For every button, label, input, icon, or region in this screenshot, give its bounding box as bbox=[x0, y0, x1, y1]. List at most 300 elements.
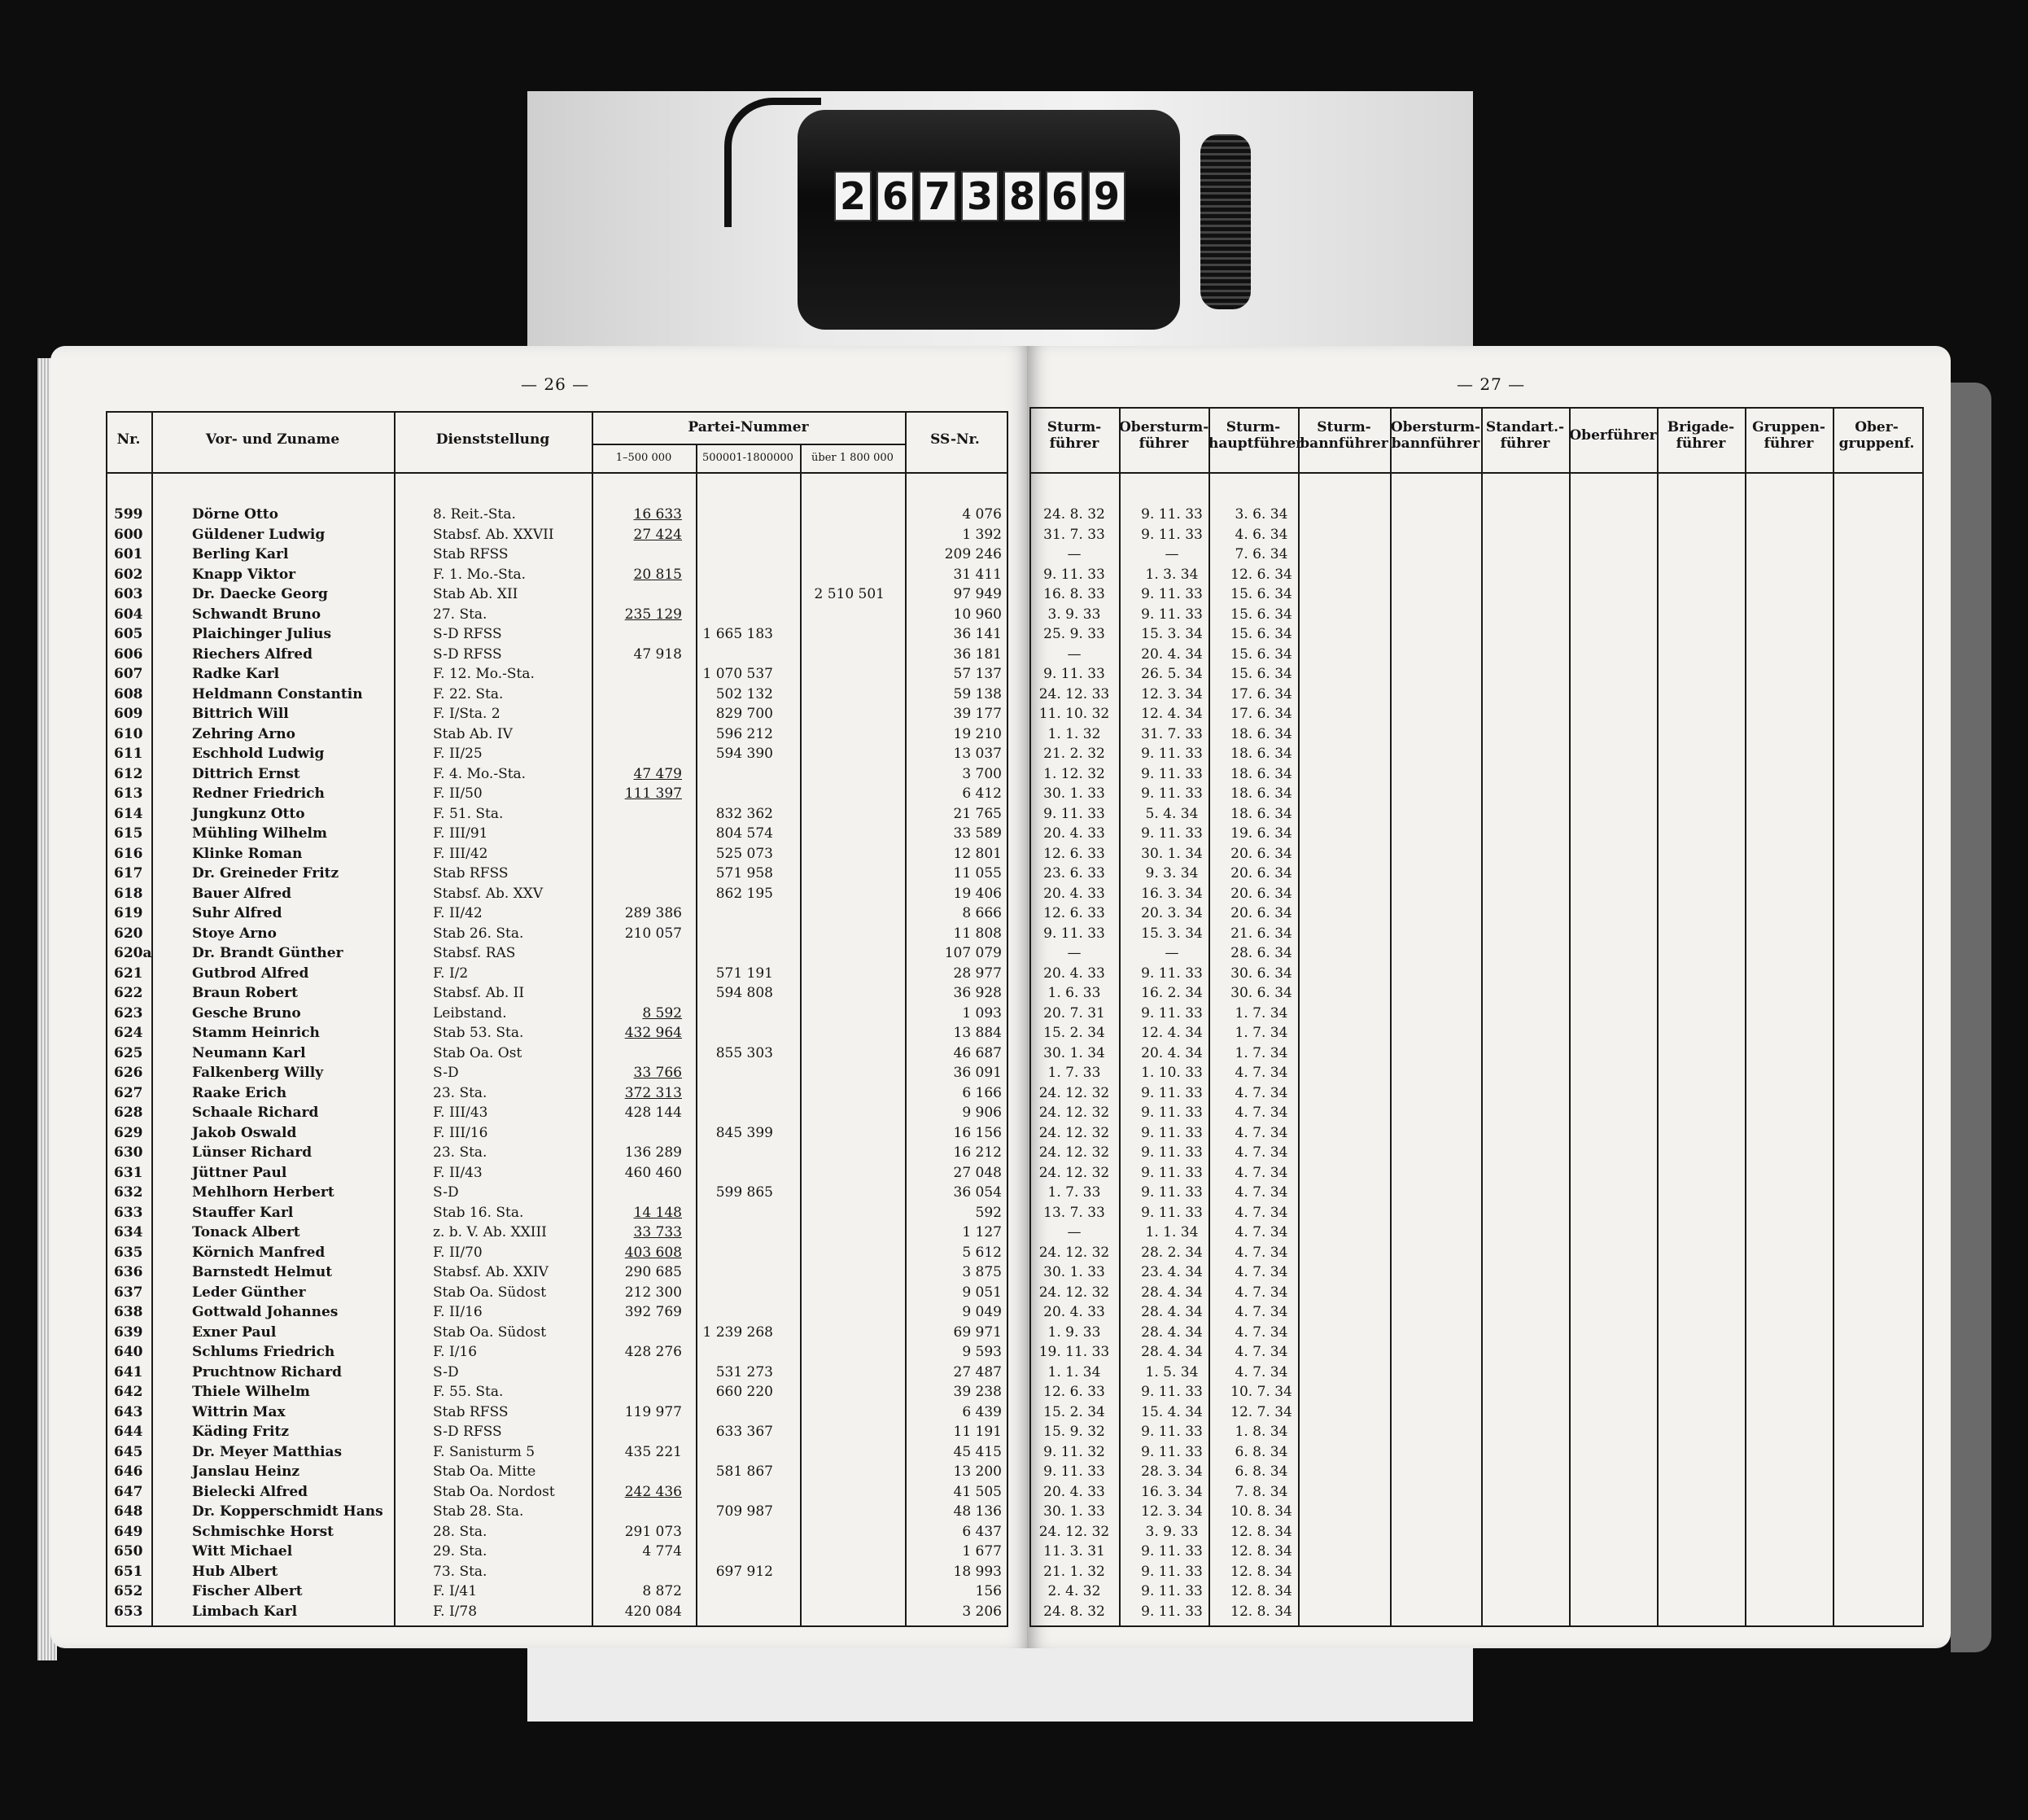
cell-p2: 594 808 bbox=[715, 985, 773, 1001]
header-partei-1: 1–500 000 bbox=[615, 452, 672, 464]
table-row bbox=[0, 824, 1953, 843]
cell-name: Redner Friedrich bbox=[192, 785, 325, 802]
cell-ss: 36 091 bbox=[953, 1065, 1002, 1081]
cell-dienst: Stabsf. RAS bbox=[433, 945, 516, 961]
cell-dienst: S-D bbox=[433, 1363, 459, 1380]
table-row bbox=[0, 864, 1953, 883]
cell-osf: 9. 11. 33 bbox=[1141, 526, 1203, 543]
cell-sf: 24. 12. 32 bbox=[1038, 1084, 1110, 1101]
cell-nr: 602 bbox=[114, 566, 143, 583]
cell-shf: 12. 8. 34 bbox=[1230, 1603, 1292, 1620]
table-row bbox=[0, 844, 1953, 864]
cell-name: Gutbrod Alfred bbox=[192, 965, 309, 982]
cell-sf: — bbox=[1067, 546, 1082, 562]
cell-name: Dr. Daecke Georg bbox=[192, 586, 328, 602]
cell-ss: 9 593 bbox=[962, 1344, 1002, 1360]
cell-nr: 648 bbox=[114, 1503, 143, 1520]
cell-ss: 11 191 bbox=[953, 1424, 1002, 1440]
cell-name: Riechers Alfred bbox=[192, 645, 313, 663]
cell-p1: 33 766 bbox=[633, 1065, 682, 1081]
header-name: Vor- und Zuname bbox=[205, 431, 340, 448]
cell-sf: 20. 4. 33 bbox=[1043, 825, 1105, 842]
cell-shf: 4. 7. 34 bbox=[1235, 1363, 1288, 1380]
right-header-rule bbox=[1029, 472, 1922, 474]
cell-osf: 9. 11. 33 bbox=[1141, 1084, 1203, 1101]
cell-sf: 24. 8. 32 bbox=[1043, 1603, 1105, 1620]
cell-p1: 289 386 bbox=[624, 905, 682, 921]
cell-shf: 18. 6. 34 bbox=[1230, 765, 1292, 782]
counter-digit: 6 bbox=[1046, 171, 1083, 221]
cell-nr: 646 bbox=[114, 1463, 143, 1480]
cell-ss: 1 677 bbox=[962, 1543, 1002, 1560]
cell-dienst: Stab 28. Sta. bbox=[433, 1503, 524, 1520]
cell-p1: 212 300 bbox=[624, 1284, 682, 1301]
cell-name: Bauer Alfred bbox=[192, 885, 292, 902]
cell-sf: 9. 11. 33 bbox=[1043, 566, 1105, 583]
table-row bbox=[0, 1542, 1953, 1561]
cell-osf: 9. 11. 33 bbox=[1141, 1105, 1203, 1121]
cell-name: Eschhold Ludwig bbox=[192, 746, 325, 762]
cell-ss: 8 666 bbox=[962, 905, 1002, 921]
cell-name: Dr. Greineder Fritz bbox=[192, 865, 339, 882]
counter-digit: 9 bbox=[1088, 171, 1125, 221]
cell-shf: 17. 6. 34 bbox=[1230, 685, 1292, 702]
cell-nr: 619 bbox=[114, 905, 143, 921]
cell-nr: 624 bbox=[114, 1025, 143, 1041]
cell-nr: 607 bbox=[114, 666, 143, 682]
cell-nr: 652 bbox=[114, 1583, 143, 1599]
cell-sf: 30. 1. 34 bbox=[1043, 1044, 1105, 1061]
cell-name: Plaichinger Julius bbox=[192, 626, 332, 642]
cell-nr: 653 bbox=[114, 1603, 143, 1620]
cell-name: Mehlhorn Herbert bbox=[192, 1184, 334, 1201]
cell-sf: 16. 8. 33 bbox=[1043, 586, 1105, 602]
cell-nr: 638 bbox=[114, 1304, 143, 1320]
cell-sf: 1. 12. 32 bbox=[1043, 765, 1105, 782]
cell-p1: 210 057 bbox=[624, 925, 682, 942]
table-row bbox=[0, 565, 1953, 584]
header-ss-nr: SS-Nr. bbox=[930, 431, 980, 448]
cell-name: Knapp Viktor bbox=[192, 566, 296, 583]
cell-sf: 19. 11. 33 bbox=[1038, 1344, 1110, 1360]
cell-p2: 832 362 bbox=[715, 805, 773, 822]
cell-shf: 4. 7. 34 bbox=[1235, 1065, 1288, 1081]
cell-ss: 39 177 bbox=[953, 706, 1002, 722]
cell-shf: 4. 7. 34 bbox=[1235, 1224, 1288, 1240]
cell-p1: 111 397 bbox=[624, 785, 682, 802]
cell-nr: 647 bbox=[114, 1483, 143, 1500]
table-row bbox=[0, 1262, 1953, 1282]
cell-osf: 1. 1. 34 bbox=[1145, 1224, 1199, 1240]
cell-osf: 9. 11. 33 bbox=[1141, 1184, 1203, 1201]
table-row bbox=[0, 605, 1953, 624]
cell-p1: 403 608 bbox=[624, 1244, 682, 1261]
header-gruppenfuehrer: Gruppen- führer bbox=[1752, 419, 1825, 452]
cell-ss: 13 884 bbox=[953, 1025, 1002, 1041]
cell-p1: 435 221 bbox=[624, 1443, 682, 1460]
cell-dienst: 8. Reit.-Sta. bbox=[433, 506, 516, 523]
cell-shf: 4. 7. 34 bbox=[1235, 1284, 1288, 1301]
cell-nr: 622 bbox=[114, 985, 143, 1001]
cell-dienst: 23. Sta. bbox=[433, 1144, 487, 1161]
cell-nr: 641 bbox=[114, 1363, 143, 1380]
table-row bbox=[0, 1004, 1953, 1023]
cell-sf: 21. 2. 32 bbox=[1043, 746, 1105, 762]
cell-dienst: F. II/70 bbox=[433, 1244, 483, 1261]
cell-sf: 24. 8. 32 bbox=[1043, 506, 1105, 523]
cell-shf: 6. 8. 34 bbox=[1235, 1463, 1288, 1480]
header-sturmhauptfuehrer: Sturm- hauptführer bbox=[1208, 419, 1304, 452]
cell-osf: 31. 7. 33 bbox=[1141, 725, 1203, 742]
table-row bbox=[0, 884, 1953, 903]
cell-shf: 1. 7. 34 bbox=[1235, 1004, 1288, 1022]
cell-ss: 11 808 bbox=[953, 925, 1002, 942]
cell-p1: 291 073 bbox=[624, 1523, 682, 1540]
table-row bbox=[0, 983, 1953, 1003]
cell-nr: 640 bbox=[114, 1344, 143, 1360]
cell-sf: 1. 9. 33 bbox=[1047, 1323, 1101, 1341]
cell-osf: 28. 2. 34 bbox=[1141, 1244, 1203, 1261]
table-row bbox=[0, 545, 1953, 564]
cell-osf: 16. 3. 34 bbox=[1141, 885, 1203, 902]
cell-dienst: Leibstand. bbox=[433, 1004, 507, 1022]
cell-dienst: F. II/16 bbox=[433, 1304, 483, 1320]
cell-name: Raake Erich bbox=[192, 1084, 287, 1101]
cell-name: Schmischke Horst bbox=[192, 1523, 334, 1540]
cell-name: Schaale Richard bbox=[192, 1105, 319, 1121]
cell-nr: 629 bbox=[114, 1124, 143, 1141]
cell-osf: 9. 11. 33 bbox=[1141, 965, 1203, 982]
cell-ss: 1 127 bbox=[962, 1224, 1002, 1240]
cell-sf: 30. 1. 33 bbox=[1043, 785, 1105, 802]
cell-osf: 9. 11. 33 bbox=[1141, 1124, 1203, 1141]
cell-ss: 3 700 bbox=[962, 765, 1002, 782]
cell-shf: 1. 7. 34 bbox=[1235, 1025, 1288, 1041]
table-row bbox=[0, 1562, 1953, 1582]
cell-nr: 634 bbox=[114, 1224, 143, 1240]
cell-p2: 845 399 bbox=[715, 1124, 773, 1141]
cell-sf: 15. 2. 34 bbox=[1043, 1025, 1105, 1041]
cell-dienst: 27. Sta. bbox=[433, 606, 487, 623]
table-row bbox=[0, 664, 1953, 684]
cell-dienst: F. 22. Sta. bbox=[433, 685, 504, 702]
cell-nr: 642 bbox=[114, 1384, 143, 1400]
cell-shf: 20. 6. 34 bbox=[1230, 905, 1292, 921]
bottom-paper-strip bbox=[527, 1636, 1473, 1722]
cell-name: Käding Fritz bbox=[192, 1424, 289, 1440]
cell-dienst: 23. Sta. bbox=[433, 1084, 487, 1101]
cell-nr: 620a bbox=[114, 945, 152, 961]
cell-dienst: F. III/42 bbox=[433, 845, 488, 862]
cell-osf: 30. 1. 34 bbox=[1141, 845, 1203, 862]
left-header-rule bbox=[106, 472, 1007, 474]
cell-ss: 3 875 bbox=[962, 1264, 1002, 1280]
cell-shf: 20. 6. 34 bbox=[1230, 865, 1292, 882]
cell-osf: 26. 5. 34 bbox=[1141, 666, 1203, 682]
cell-shf: 15. 6. 34 bbox=[1230, 666, 1292, 682]
cell-name: Leder Günther bbox=[192, 1284, 306, 1301]
cell-nr: 633 bbox=[114, 1204, 143, 1221]
cell-osf: 16. 3. 34 bbox=[1141, 1483, 1203, 1500]
cell-p2: 571 958 bbox=[715, 865, 773, 882]
cell-ss: 19 210 bbox=[953, 725, 1002, 742]
cell-sf: 20. 4. 33 bbox=[1043, 885, 1105, 902]
cell-sf: 15. 9. 32 bbox=[1043, 1424, 1105, 1440]
cell-nr: 628 bbox=[114, 1105, 143, 1121]
cell-shf: 15. 6. 34 bbox=[1230, 586, 1292, 602]
cell-nr: 631 bbox=[114, 1164, 143, 1181]
table-row bbox=[0, 1143, 1953, 1162]
cell-shf: 7. 8. 34 bbox=[1235, 1483, 1288, 1500]
cell-name: Wittrin Max bbox=[192, 1403, 286, 1420]
header-sturmbannfuehrer: Sturm- bannführer bbox=[1300, 419, 1388, 452]
cell-name: Dr. Meyer Matthias bbox=[192, 1443, 343, 1460]
cell-sf: 11. 3. 31 bbox=[1043, 1543, 1105, 1560]
cell-osf: 9. 11. 33 bbox=[1141, 1543, 1203, 1560]
table-row bbox=[0, 1522, 1953, 1542]
cell-osf: 9. 11. 33 bbox=[1141, 825, 1203, 842]
cell-p1: 4 774 bbox=[642, 1543, 682, 1560]
cell-shf: 12. 8. 34 bbox=[1230, 1563, 1292, 1580]
cell-p1: 420 084 bbox=[624, 1603, 682, 1620]
cell-sf: 25. 9. 33 bbox=[1043, 626, 1105, 642]
cell-dienst: 28. Sta. bbox=[433, 1523, 487, 1540]
cell-name: Zehring Arno bbox=[192, 725, 296, 742]
cell-dienst: z. b. V. Ab. XXIII bbox=[433, 1224, 547, 1240]
cell-shf: 7. 6. 34 bbox=[1235, 546, 1288, 562]
cell-osf: 9. 11. 33 bbox=[1141, 606, 1203, 623]
cell-p2: 709 987 bbox=[715, 1503, 773, 1520]
cell-nr: 635 bbox=[114, 1244, 143, 1261]
cell-sf: 1. 7. 33 bbox=[1047, 1065, 1101, 1081]
cell-dienst: S-D bbox=[433, 1184, 459, 1201]
cell-dienst: Stab RFSS bbox=[433, 1403, 509, 1420]
cell-shf: 1. 8. 34 bbox=[1235, 1424, 1288, 1440]
counter-digits bbox=[834, 171, 1125, 221]
table-row bbox=[0, 1323, 1953, 1342]
cell-p1: 242 436 bbox=[624, 1483, 682, 1500]
cell-nr: 608 bbox=[114, 685, 143, 702]
cell-dienst: Stab Oa. Ost bbox=[433, 1044, 522, 1061]
cell-shf: 30. 6. 34 bbox=[1230, 985, 1292, 1001]
cell-p1: 47 918 bbox=[633, 645, 682, 663]
cell-p2: 855 303 bbox=[715, 1044, 773, 1061]
cell-nr: 604 bbox=[114, 606, 143, 623]
cell-osf: 28. 4. 34 bbox=[1141, 1284, 1203, 1301]
cell-dienst: F. 1. Mo.-Sta. bbox=[433, 566, 527, 583]
cell-name: Dittrich Ernst bbox=[192, 765, 300, 782]
cell-name: Dr. Brandt Günther bbox=[192, 945, 343, 961]
cell-dienst: F. II/50 bbox=[433, 785, 483, 802]
cell-ss: 13 200 bbox=[953, 1463, 1002, 1480]
cell-dienst: S-D RFSS bbox=[433, 1424, 502, 1440]
cell-p1: 27 424 bbox=[633, 526, 682, 543]
cell-osf: 9. 11. 33 bbox=[1141, 1424, 1203, 1440]
header-obersturmfuehrer: Obersturm- führer bbox=[1119, 419, 1209, 452]
cell-nr: 632 bbox=[114, 1184, 143, 1201]
cell-dienst: Stab Oa. Mitte bbox=[433, 1463, 536, 1480]
cell-nr: 617 bbox=[114, 865, 143, 882]
cell-nr: 623 bbox=[114, 1004, 143, 1022]
cell-ss: 31 411 bbox=[953, 566, 1002, 583]
cell-dienst: F. 12. Mo.-Sta. bbox=[433, 666, 535, 682]
cell-name: Jüttner Paul bbox=[192, 1164, 287, 1181]
cell-p2: 804 574 bbox=[715, 825, 773, 842]
cell-dienst: Stabsf. Ab. XXV bbox=[433, 885, 544, 902]
cell-dienst: F. I/16 bbox=[433, 1344, 478, 1360]
cell-osf: 28. 3. 34 bbox=[1141, 1463, 1203, 1480]
cell-name: Mühling Wilhelm bbox=[192, 825, 327, 842]
cell-p1: 432 964 bbox=[624, 1025, 682, 1041]
cell-p2: 502 132 bbox=[715, 685, 773, 702]
cell-ss: 9 049 bbox=[962, 1304, 1002, 1320]
cell-name: Lünser Richard bbox=[192, 1144, 313, 1161]
header-partei-2: 500001-1800000 bbox=[702, 452, 793, 464]
cell-name: Limbach Karl bbox=[192, 1603, 298, 1620]
cell-ss: 10 960 bbox=[953, 606, 1002, 623]
header-brigadefuehrer: Brigade- führer bbox=[1667, 419, 1735, 452]
cell-ss: 41 505 bbox=[953, 1483, 1002, 1500]
cell-nr: 618 bbox=[114, 885, 143, 902]
cell-ss: 1 093 bbox=[962, 1004, 1002, 1022]
cell-ss: 27 487 bbox=[953, 1363, 1002, 1380]
table-row bbox=[0, 584, 1953, 604]
cell-ss: 48 136 bbox=[953, 1503, 1002, 1520]
cell-dienst: F. III/43 bbox=[433, 1105, 488, 1121]
cell-osf: 9. 11. 33 bbox=[1141, 1583, 1203, 1599]
table-row bbox=[0, 1103, 1953, 1122]
cell-nr: 601 bbox=[114, 546, 143, 562]
cell-ss: 156 bbox=[975, 1583, 1002, 1599]
cell-osf: 9. 11. 33 bbox=[1141, 1563, 1203, 1580]
cell-sf: 31. 7. 33 bbox=[1043, 526, 1105, 543]
cell-name: Pruchtnow Richard bbox=[192, 1363, 343, 1380]
table-row bbox=[0, 645, 1953, 664]
cell-p1: 392 769 bbox=[624, 1304, 682, 1320]
cell-sf: 24. 12. 32 bbox=[1038, 1164, 1110, 1181]
cell-dienst: F. II/43 bbox=[433, 1164, 483, 1181]
cell-dienst: Stab RFSS bbox=[433, 546, 509, 562]
cell-name: Fischer Albert bbox=[192, 1583, 303, 1599]
cell-name: Güldener Ludwig bbox=[192, 526, 326, 543]
cell-ss: 4 076 bbox=[962, 506, 1002, 523]
table-row bbox=[0, 1582, 1953, 1601]
cell-sf: 1. 7. 33 bbox=[1047, 1184, 1101, 1201]
cell-osf: 5. 4. 34 bbox=[1145, 805, 1199, 822]
cell-shf: 18. 6. 34 bbox=[1230, 746, 1292, 762]
cell-nr: 651 bbox=[114, 1563, 143, 1580]
cell-shf: 4. 7. 34 bbox=[1235, 1344, 1288, 1360]
cell-nr: 627 bbox=[114, 1084, 143, 1101]
cell-p2: 525 073 bbox=[715, 845, 773, 862]
cell-p1: 14 148 bbox=[633, 1204, 682, 1221]
counter-knob bbox=[1200, 134, 1251, 309]
cell-name: Körnich Manfred bbox=[192, 1244, 326, 1261]
table-row bbox=[0, 624, 1953, 644]
cell-name: Thiele Wilhelm bbox=[192, 1384, 310, 1400]
cell-sf: 9. 11. 32 bbox=[1043, 1443, 1105, 1460]
cell-dienst: Stab 26. Sta. bbox=[433, 925, 524, 942]
header-partei-nummer: Partei-Nummer bbox=[688, 419, 809, 435]
cell-osf: 1. 10. 33 bbox=[1141, 1065, 1203, 1081]
cell-dienst: S-D bbox=[433, 1065, 459, 1081]
cell-sf: 30. 1. 33 bbox=[1043, 1264, 1105, 1280]
cell-ss: 592 bbox=[975, 1204, 1002, 1221]
cell-name: Janslau Heinz bbox=[192, 1463, 300, 1480]
cell-shf: 12. 8. 34 bbox=[1230, 1523, 1292, 1540]
cell-osf: 28. 4. 34 bbox=[1141, 1344, 1203, 1360]
cell-name: Schlums Friedrich bbox=[192, 1344, 335, 1360]
cell-p1: 428 276 bbox=[624, 1344, 682, 1360]
cell-ss: 16 212 bbox=[953, 1144, 1002, 1161]
cell-sf: 1. 1. 34 bbox=[1047, 1363, 1101, 1380]
table-row bbox=[0, 943, 1953, 963]
cell-dienst: F. I/Sta. 2 bbox=[433, 706, 500, 722]
table-row bbox=[0, 1302, 1953, 1322]
cell-p2: 829 700 bbox=[715, 706, 773, 722]
cell-osf: 20. 3. 34 bbox=[1141, 905, 1203, 921]
cell-sf: 24. 12. 32 bbox=[1038, 1124, 1110, 1141]
cell-shf: 3. 6. 34 bbox=[1235, 506, 1288, 523]
cell-ss: 28 977 bbox=[953, 965, 1002, 982]
cell-sf: 9. 11. 33 bbox=[1043, 805, 1105, 822]
cell-sf: 20. 4. 33 bbox=[1043, 965, 1105, 982]
cell-sf: 30. 1. 33 bbox=[1043, 1503, 1105, 1520]
cell-nr: 626 bbox=[114, 1065, 143, 1081]
cell-dienst: F. Sanisturm 5 bbox=[433, 1443, 535, 1460]
cell-nr: 616 bbox=[114, 845, 143, 862]
cell-p1: 16 633 bbox=[633, 506, 682, 523]
cell-p1: 290 685 bbox=[624, 1264, 682, 1280]
cell-sf: 15. 2. 34 bbox=[1043, 1403, 1105, 1420]
table-row bbox=[0, 505, 1953, 524]
cell-ss: 1 392 bbox=[962, 526, 1002, 543]
cell-dienst: F. 51. Sta. bbox=[433, 805, 504, 822]
cell-osf: 9. 11. 33 bbox=[1141, 765, 1203, 782]
cell-osf: 15. 4. 34 bbox=[1141, 1403, 1203, 1420]
cell-sf: — bbox=[1067, 1224, 1082, 1240]
cell-dienst: 29. Sta. bbox=[433, 1543, 487, 1560]
cell-dienst: F. 55. Sta. bbox=[433, 1384, 504, 1400]
cell-nr: 605 bbox=[114, 626, 143, 642]
cell-dienst: Stab Oa. Südost bbox=[433, 1323, 547, 1341]
cell-p2: 571 191 bbox=[715, 965, 773, 982]
header-oberfuehrer: Oberführer bbox=[1569, 427, 1657, 444]
cell-p2: 1 070 537 bbox=[702, 666, 773, 682]
table-row bbox=[0, 1342, 1953, 1362]
cell-ss: 19 406 bbox=[953, 885, 1002, 902]
cell-nr: 650 bbox=[114, 1543, 143, 1560]
cell-p1: 8 872 bbox=[642, 1583, 682, 1599]
cell-ss: 107 079 bbox=[944, 945, 1002, 961]
cell-name: Heldmann Constantin bbox=[192, 685, 363, 702]
table-row bbox=[0, 1382, 1953, 1402]
cell-sf: 12. 6. 33 bbox=[1043, 845, 1105, 862]
table-row bbox=[0, 1283, 1953, 1302]
cell-osf: 9. 11. 33 bbox=[1141, 586, 1203, 602]
cell-osf: — bbox=[1165, 546, 1179, 562]
cell-p2: 531 273 bbox=[715, 1363, 773, 1380]
cell-nr: 625 bbox=[114, 1044, 143, 1061]
cell-shf: 15. 6. 34 bbox=[1230, 626, 1292, 642]
cell-dienst: F. II/25 bbox=[433, 746, 483, 762]
cell-sf: 24. 12. 33 bbox=[1038, 685, 1110, 702]
cell-sf: 21. 1. 32 bbox=[1043, 1563, 1105, 1580]
cell-p3: 2 510 501 bbox=[814, 586, 885, 602]
cell-nr: 600 bbox=[114, 526, 143, 543]
cell-p2: 660 220 bbox=[715, 1384, 773, 1400]
cell-shf: 10. 7. 34 bbox=[1230, 1384, 1292, 1400]
